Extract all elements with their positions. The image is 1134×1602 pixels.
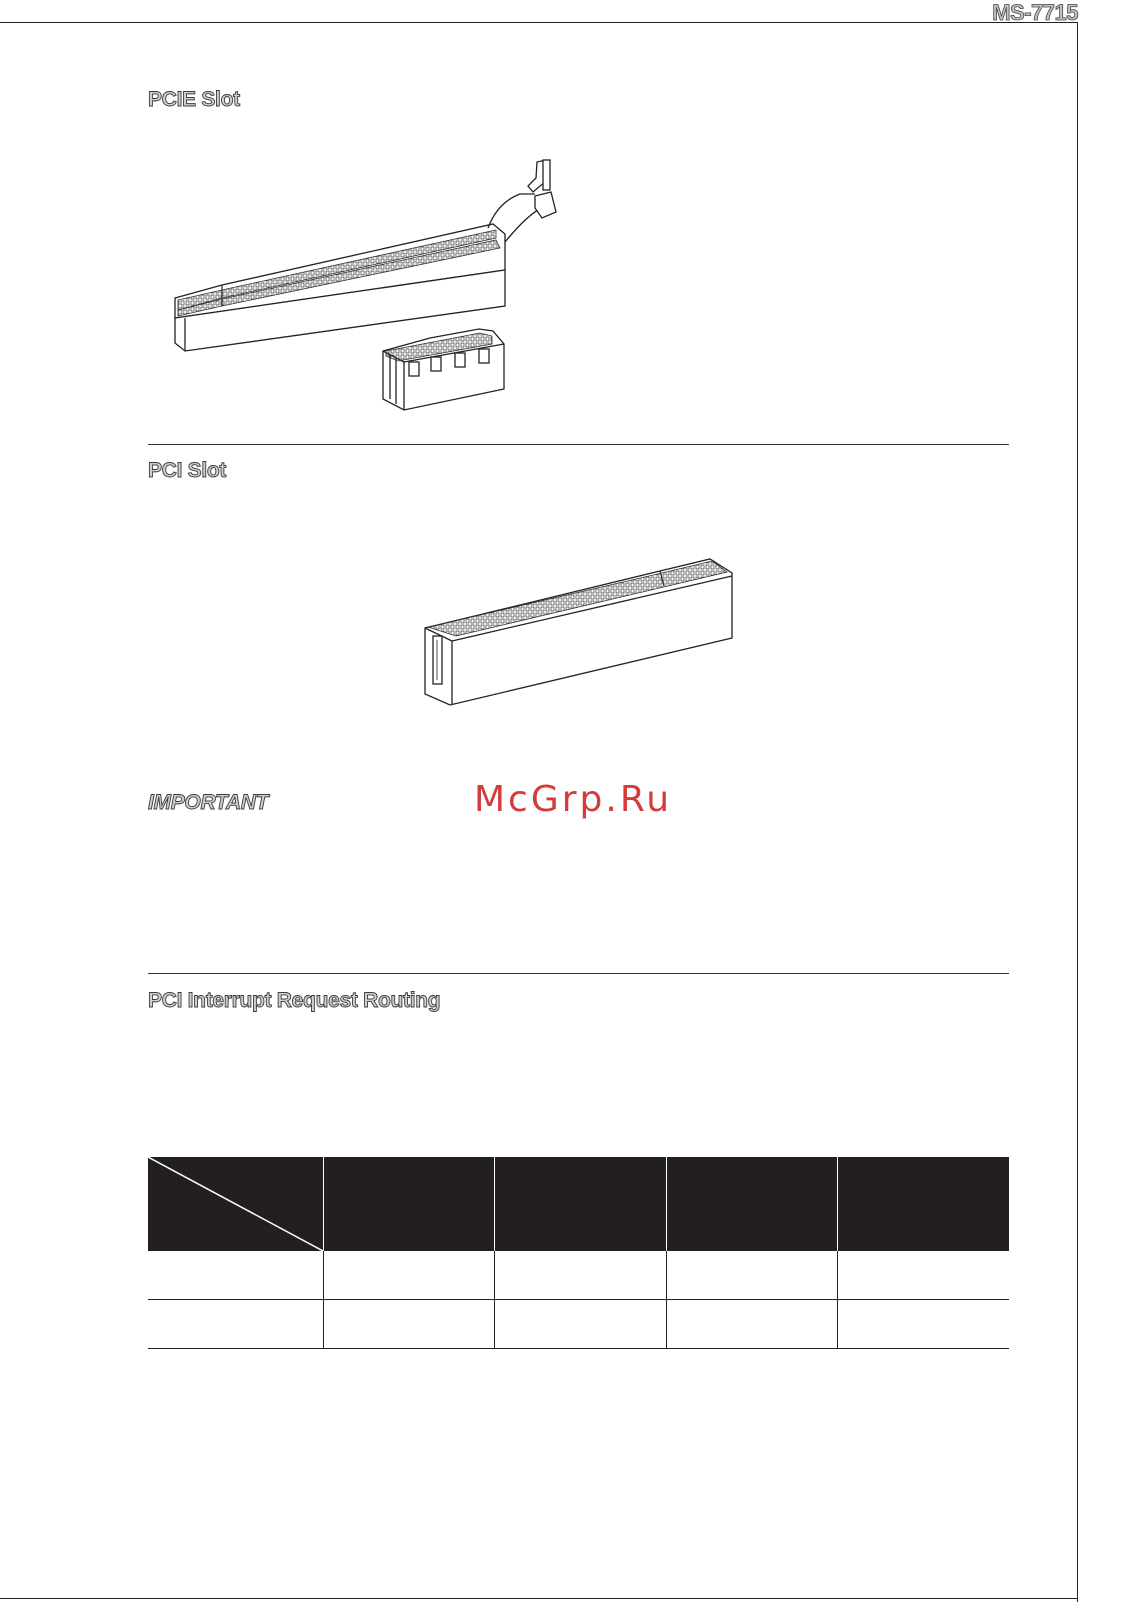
table-cell <box>838 1251 1009 1300</box>
table-cell <box>666 1251 837 1300</box>
table-row <box>148 1300 1009 1349</box>
table-row <box>148 1251 1009 1300</box>
irq-routing-table <box>148 1157 1009 1349</box>
table-cell <box>495 1251 666 1300</box>
table-header-row <box>148 1157 1009 1251</box>
table-header-cell <box>495 1157 666 1251</box>
table-corner-cell <box>148 1157 324 1251</box>
table-cell <box>148 1300 324 1349</box>
watermark: McGrp.Ru <box>474 779 673 820</box>
table-cell <box>666 1300 837 1349</box>
table-cell <box>148 1251 324 1300</box>
table-header-cell <box>324 1157 495 1251</box>
table-cell <box>838 1300 1009 1349</box>
section-divider <box>148 973 1009 974</box>
table-header-cell <box>666 1157 837 1251</box>
irq-routing-heading: PCI Interrupt Request Routing <box>148 989 441 1012</box>
pci-slot-heading: PCI Slot <box>148 459 227 482</box>
table-header-cell <box>838 1157 1009 1251</box>
table-cell <box>495 1300 666 1349</box>
table-cell <box>324 1251 495 1300</box>
diagonal-divider <box>148 1157 323 1251</box>
pcie-slot-heading: PCIE Slot <box>148 88 240 111</box>
table-cell <box>324 1300 495 1349</box>
pci-slot <box>425 559 732 705</box>
model-number: MS-7715 <box>992 0 1078 25</box>
important-heading: IMPORTANT <box>148 791 269 814</box>
